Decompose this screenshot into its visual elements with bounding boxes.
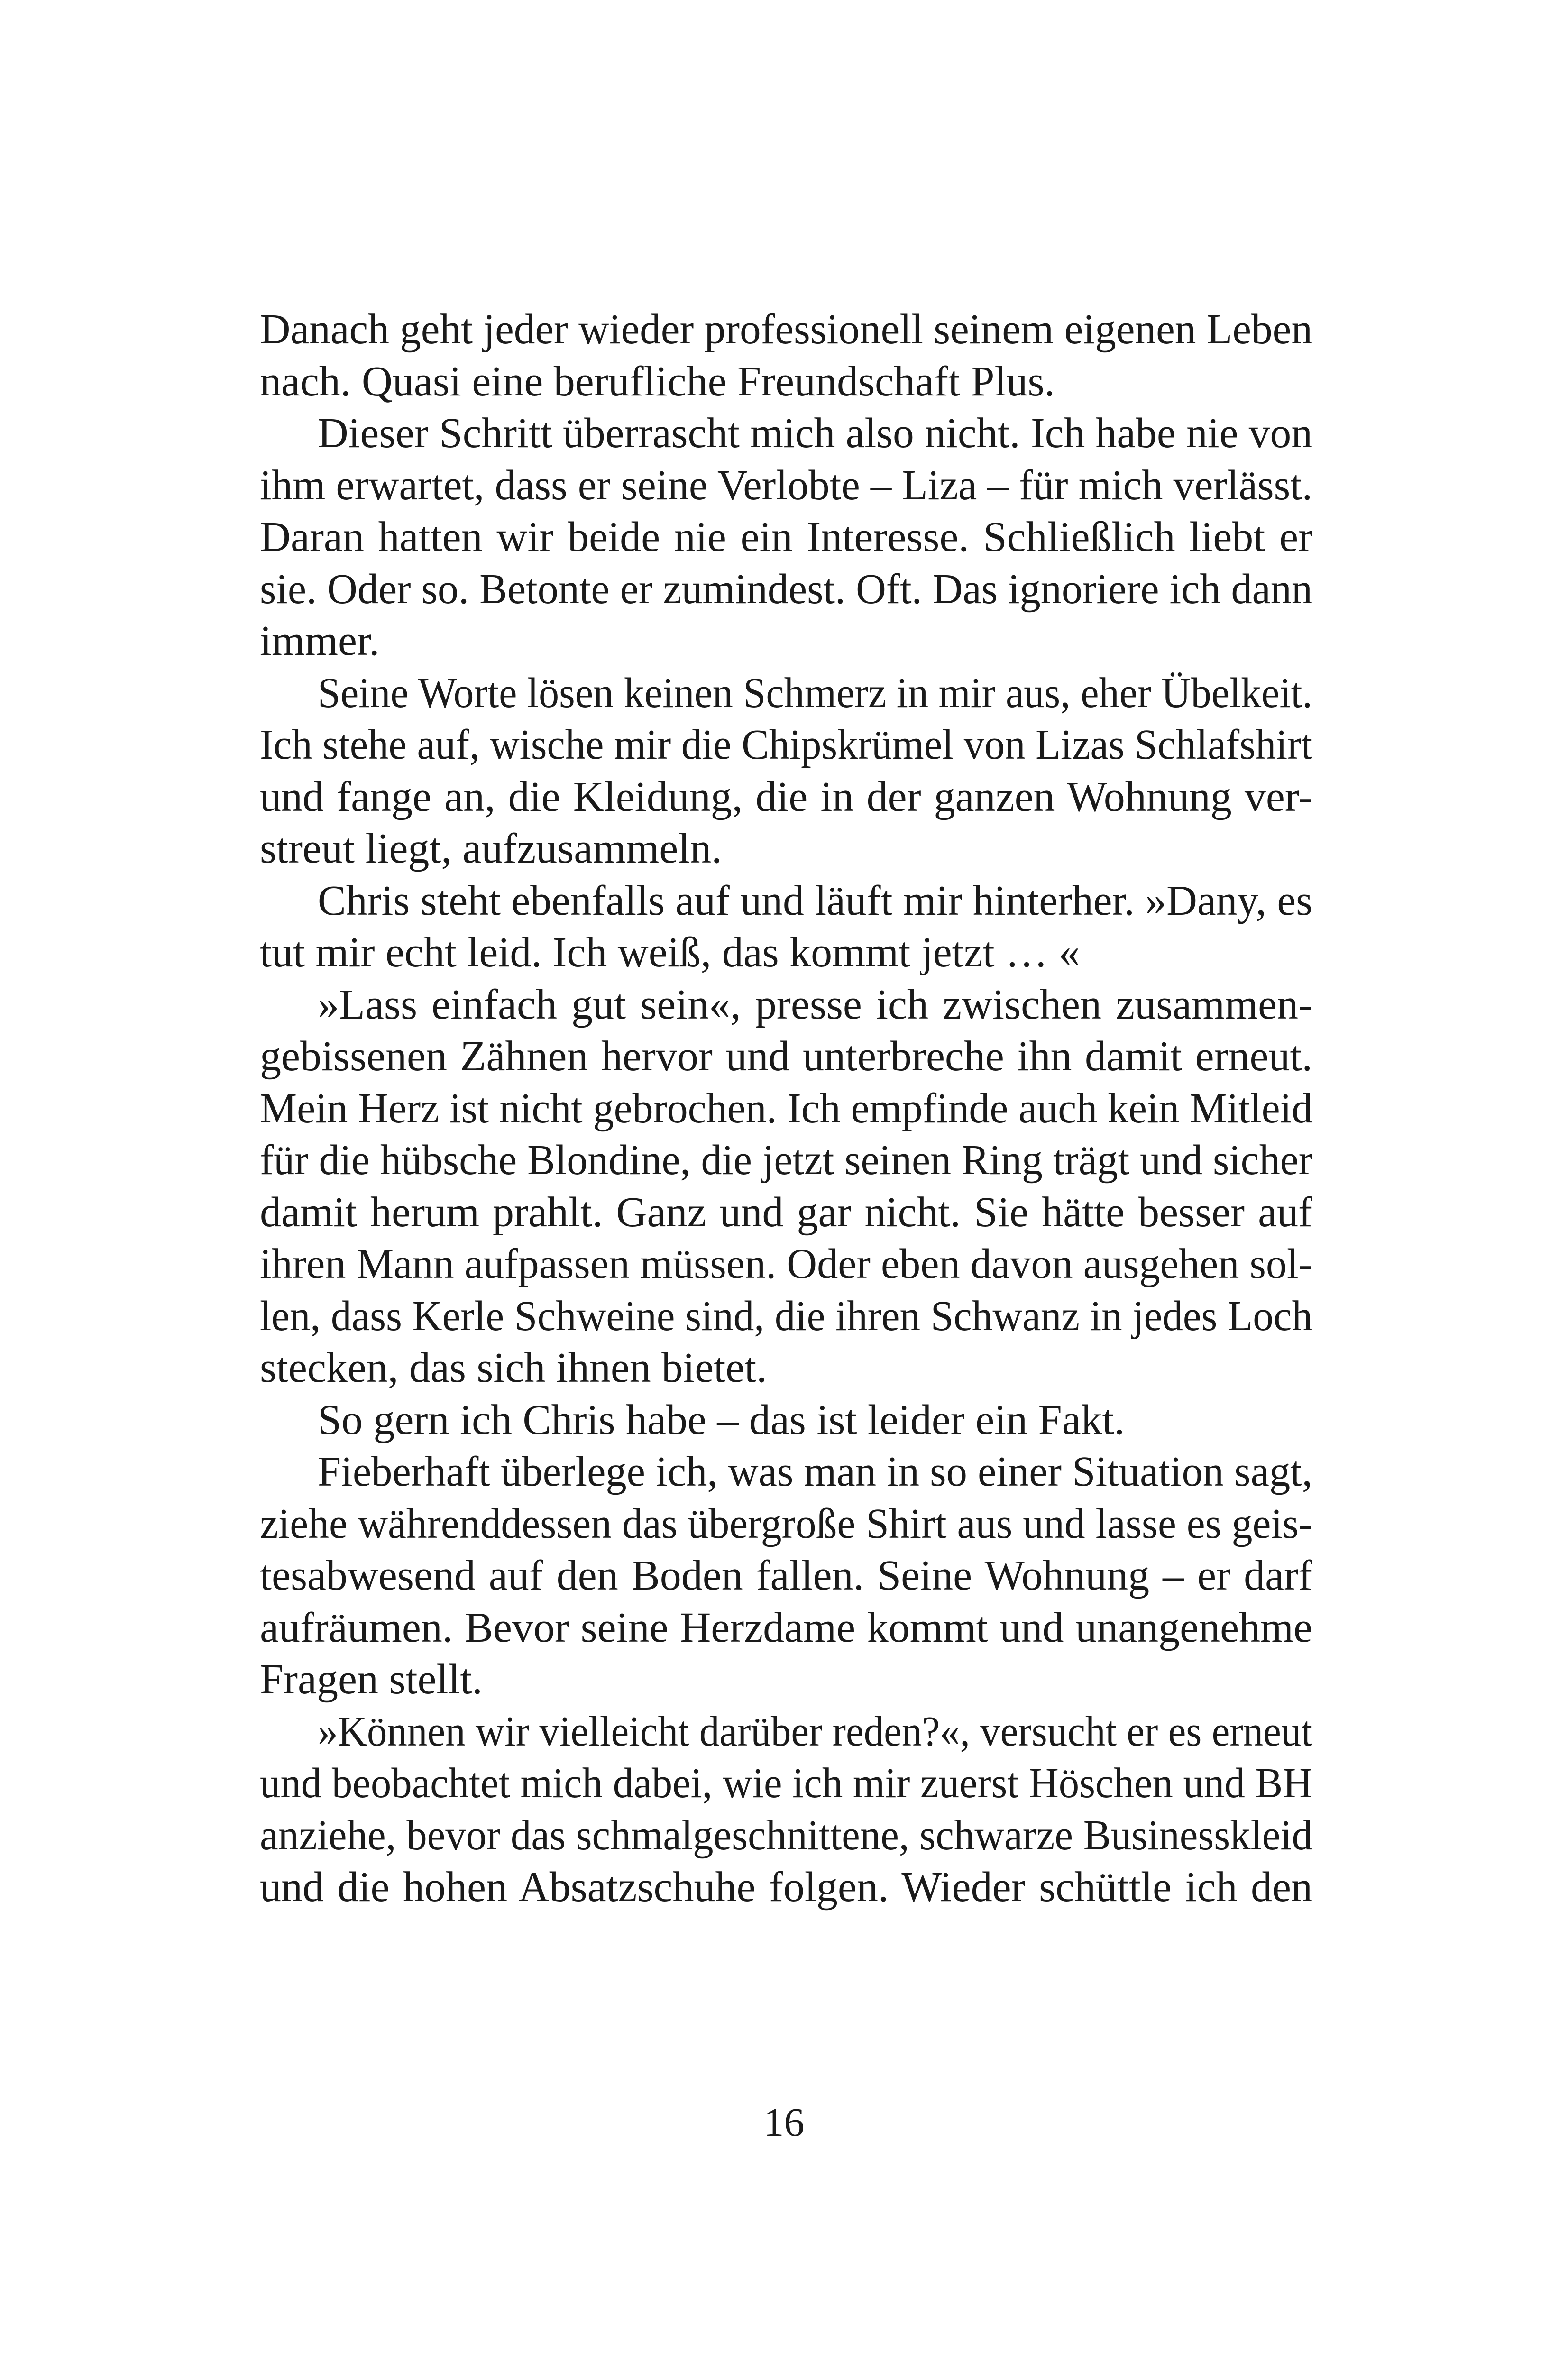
text-line <box>260 1861 1312 1913</box>
text-line <box>260 875 1312 927</box>
text-line <box>260 615 1312 667</box>
text-line-content: und beobachtet mich dabei, wie ich mir zuerst Höschen und BH <box>260 1760 1312 1807</box>
text-line <box>260 1757 1312 1810</box>
text-line <box>260 511 1312 563</box>
text-line-content: ihm erwartet, dass er seine Verlobte – Liza – für mich verlässt. <box>260 461 1312 509</box>
page-number: 16 <box>763 2099 805 2145</box>
text-line <box>260 1550 1312 1602</box>
text-line <box>260 1134 1312 1186</box>
body-text <box>260 303 1312 1913</box>
text-line <box>260 1186 1312 1239</box>
text-line-content: und fange an, die Kleidung, die in der ganzen Wohnung ver- <box>260 773 1312 820</box>
text-line <box>260 1342 1312 1394</box>
text-line <box>260 563 1312 616</box>
text-line <box>260 1498 1312 1550</box>
text-line-content: ziehe währenddessen das übergroße Shirt aus und lasse es geis- <box>260 1500 1312 1547</box>
text-line <box>260 1446 1312 1498</box>
text-line-content: Seine Worte lösen keinen Schmerz in mir aus, eher Übelkeit. <box>318 669 1312 717</box>
text-line <box>260 1083 1312 1135</box>
text-line-content: Dieser Schritt überrascht mich also nicht. Ich habe nie von <box>318 410 1312 457</box>
text-line <box>260 1654 1312 1706</box>
text-line <box>260 356 1312 408</box>
text-line <box>260 1602 1312 1654</box>
text-line-content: nach. Quasi eine berufliche Freundschaft Plus. <box>260 358 1055 405</box>
text-line-content: aufräumen. Bevor seine Herzdame kommt und unangenehme <box>260 1604 1312 1651</box>
text-line-content: Danach geht jeder wieder professionell seinem eigenen Leben <box>260 306 1312 353</box>
text-line-content: »Lass einfach gut sein«, presse ich zwischen zusammen- <box>318 981 1312 1028</box>
text-line <box>260 823 1312 875</box>
text-line-content: Fieberhaft überlege ich, was man in so einer Situation sagt, <box>318 1448 1312 1495</box>
text-line <box>260 1238 1312 1290</box>
text-line <box>260 1706 1312 1758</box>
text-line <box>260 1394 1312 1446</box>
text-line-content: So gern ich Chris habe – das ist leider ein Fakt. <box>318 1396 1125 1443</box>
text-line-content: »Können wir vielleicht darüber reden?«, versucht er es erneut <box>318 1708 1312 1755</box>
text-line-content: ihren Mann aufpassen müssen. Oder eben davon ausgehen sol- <box>260 1241 1312 1287</box>
text-line-content: Daran hatten wir beide nie ein Interesse. Schließlich liebt er <box>260 514 1312 561</box>
text-line <box>260 1290 1312 1342</box>
text-line-content: gebissenen Zähnen hervor und unterbreche ihn damit erneut. <box>260 1033 1312 1080</box>
text-line <box>260 771 1312 823</box>
text-line-content: tesabwesend auf den Boden fallen. Seine Wohnung – er darf <box>260 1552 1312 1599</box>
text-line-content: Chris steht ebenfalls auf und läuft mir hinterher. »Dany, es <box>318 877 1312 924</box>
text-line-content: Fragen stellt. <box>260 1656 483 1703</box>
text-line-content: stecken, das sich ihnen bietet. <box>260 1344 767 1391</box>
text-line <box>260 719 1312 771</box>
text-line-content: Ich stehe auf, wische mir die Chipskrümel von Lizas Schlafshirt <box>260 721 1312 768</box>
text-line <box>260 667 1312 719</box>
text-line <box>260 303 1312 356</box>
text-line-content: len, dass Kerle Schweine sind, die ihren Schwanz in jedes Loch <box>260 1292 1312 1340</box>
text-line-content: damit herum prahlt. Ganz und gar nicht. Sie hätte besser auf <box>260 1188 1312 1236</box>
text-line <box>260 1030 1312 1083</box>
text-line-content: Mein Herz ist nicht gebrochen. Ich empfinde auch kein Mitleid <box>260 1084 1312 1132</box>
text-line <box>260 407 1312 459</box>
text-line <box>260 459 1312 512</box>
text-line <box>260 927 1312 979</box>
text-line <box>260 979 1312 1031</box>
text-line-content: tut mir echt leid. Ich weiß, das kommt jetzt … « <box>260 929 1080 976</box>
text-line-content: anziehe, bevor das schmalgeschnittene, schwarze Businesskleid <box>260 1811 1312 1859</box>
text-line <box>260 1810 1312 1862</box>
text-line-content: und die hohen Absatzschuhe folgen. Wieder schüttle ich den <box>260 1864 1312 1911</box>
text-line-content: streut liegt, aufzusammeln. <box>260 825 722 872</box>
text-line-content: sie. Oder so. Betonte er zumindest. Oft. Das ignoriere ich dann <box>260 565 1312 613</box>
text-line-content: immer. <box>260 617 380 664</box>
text-line-content: für die hübsche Blondine, die jetzt seinen Ring trägt und sicher <box>260 1137 1312 1184</box>
